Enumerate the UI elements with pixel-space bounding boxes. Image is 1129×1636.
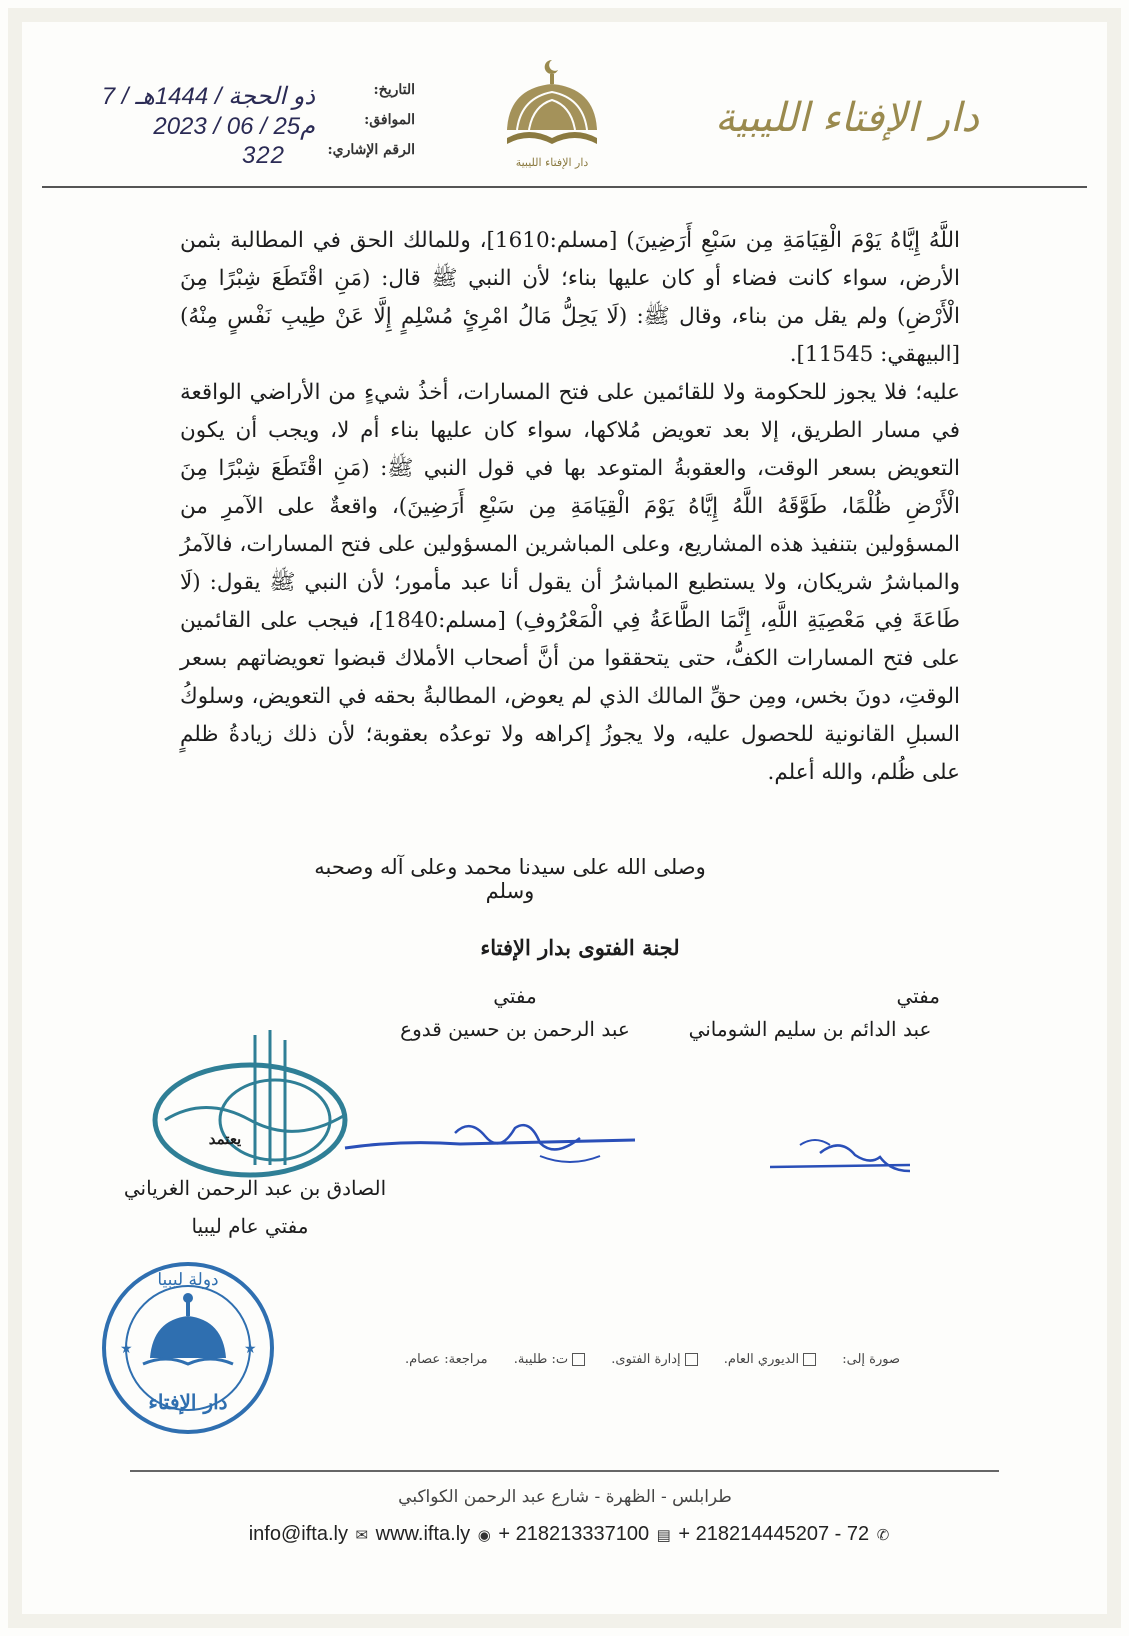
mufti-2-name: عبد الرحمن بن حسين قدوع <box>400 1017 630 1041</box>
dome-logo-icon <box>487 58 617 173</box>
email-text: info@ifta.ly <box>248 1523 348 1545</box>
body-paragraph-2: عليه؛ فلا يجوز للحكومة ولا للقائمين على فتح المسارات، أخذُ شيءٍ من الأراضي الواقعة في مسار الطريق، إلا بعد تعويض مُلاكها، سواء كان عليها بناء أم لا، ويجب أن يكون التعويض بسعر الوقت، والعقوبةُ المتوعد بها في قول النبي ﷺ: (مَنِ اقْتَطَعَ شِبْرًا مِنَ الْأَرْضِ ظُلْمًا، طَوَّقَهُ اللَّهُ إِيَّاهُ يَوْمَ الْقِيَامَةِ مِن سَبْعِ أَرَضِينَ)، واقعةٌ على الآمرِ من المسؤولين بتنفيذ هذه المشاريع، وعلى المباشرين المسؤولين على فتح المسارات، فالآمرُ والمباشرُ شريكان، ولا يستطيع المباشرُ أن يقول أنا عبد مأمور؛ لأن النبي ﷺ يقول: (لَا طَاعَةَ فِي مَعْصِيَةِ اللَّهِ، إِنَّمَا الطَّاعَةُ فِي الْمَعْرُوفِ) [مسلم:1840]، فيجب على القائمين على فتح المسارات الكفُّ، حتى يتحققوا من أنَّ أصحاب الأملاك قبضوا تعويضاتهم بسعر الوقتِ، دونَ بخس، ومِن حقِّ المالك الذي لم يعوض، المطالبةُ بحقه في التعويض، وسلوكُ السبلِ القانونية للحصول عليه، ولا يجوزُ إكراهه ولا توعدُه بعقوبة؛ لأن ذلك زيادةُ ظلمٍ على ظُلم، والله أعلم. <box>180 380 961 785</box>
footer-contacts <box>170 1523 970 1546</box>
approve-label: يعتمد <box>208 1130 242 1148</box>
logo-caption: دار الإفتاء الليبية <box>515 156 589 169</box>
svg-text:★: ★ <box>244 1341 257 1357</box>
cc-item-4: مراجعة: عصام. <box>404 1352 488 1367</box>
hijri-date-value: 7 / ذو الحجة / 1444هـ <box>101 83 315 110</box>
stamp-top-text: دولة ليبيا <box>157 1270 219 1290</box>
mufti-2-title: مفتي <box>493 984 537 1008</box>
cc-list <box>350 1352 900 1367</box>
envelope-icon: ✉ <box>355 1527 369 1544</box>
committee-title: لجنة الفتوى بدار الإفتاء <box>480 935 680 960</box>
gregorian-date-value: 2023 / 06 / 25م <box>153 113 315 140</box>
cc-item-3: ت: طليبة. <box>514 1352 585 1367</box>
footer-divider <box>130 1470 999 1472</box>
footer-address: طرابلس - الظهرة - شارع عبد الرحمن الكواكبي <box>398 1487 732 1507</box>
gregorian-date-row <box>85 112 415 140</box>
cc-item-2: إدارة الفتوى. <box>611 1352 697 1367</box>
reference-value: 322 <box>241 142 285 169</box>
official-stamp <box>98 1258 278 1438</box>
checkbox-icon <box>685 1353 698 1366</box>
fax-text: + 218213337100 <box>498 1523 650 1545</box>
phone-text: + 218214445207 - 72 <box>678 1523 870 1545</box>
body-paragraph-1: اللَّهُ إِيَّاهُ يَوْمَ الْقِيَامَةِ مِن سَبْعِ أَرَضِينَ) [مسلم:1610]، وللمالك الحق في المطالبة بثمن الأرض، سواء كانت فضاء أو كان عليها بناء؛ لأن النبي ﷺ قال: (مَنِ اقْتَطَعَ شِبْرًا مِنَ الْأَرْضِ) ولم يقل من بناء، وقال ﷺ: (لَا يَحِلُّ مَالُ امْرِئٍ مُسْلِمٍ إِلَّا عَنْ طِيبِ نَفْسٍ مِنْهُ) [البيهقي: 11545]. <box>180 228 960 367</box>
mufti-1-block <box>680 980 940 1046</box>
brand-name: دار الإفتاء الليبية <box>715 95 979 141</box>
mufti-1-title: مفتي <box>896 984 940 1008</box>
header-divider <box>42 186 1087 188</box>
mufti-1-name: عبد الدائم بن سليم الشوماني <box>688 1017 932 1041</box>
cc-item-1: الديوري العام. <box>724 1352 816 1367</box>
stamp-bottom-text: دار الإفتاء <box>148 1390 228 1414</box>
fax-icon: ▤ <box>656 1527 671 1544</box>
date-label: التاريخ: <box>373 82 415 98</box>
globe-icon: ◉ <box>477 1527 491 1544</box>
reference-block <box>85 82 415 172</box>
mufti-1-signature <box>760 1135 920 1185</box>
letterhead <box>0 0 1129 190</box>
fatwa-body <box>180 222 960 792</box>
hijri-date-row <box>85 82 415 110</box>
grand-mufti-tughra-signature <box>135 1025 365 1195</box>
mufti-2-block <box>375 980 655 1046</box>
checkbox-icon <box>572 1353 585 1366</box>
closing-salutation: وصلى الله على سيدنا محمد وعلى آله وصحبه وسلم <box>314 855 706 903</box>
phone-icon: ✆ <box>876 1527 890 1544</box>
reference-row <box>85 142 415 170</box>
reference-label: الرقم الإشاري: <box>327 142 415 158</box>
gregorian-label: الموافق: <box>364 112 415 128</box>
website-text: www.ifta.ly <box>375 1523 471 1545</box>
checkbox-icon <box>803 1353 816 1366</box>
grand-mufti-name: الصادق بن عبد الرحمن الغرياني <box>123 1176 387 1200</box>
mufti-2-signature <box>340 1118 640 1178</box>
svg-text:★: ★ <box>120 1341 133 1357</box>
cc-label: صورة إلى: <box>842 1352 900 1367</box>
grand-mufti-title: مفتي عام ليبيا <box>191 1214 309 1238</box>
